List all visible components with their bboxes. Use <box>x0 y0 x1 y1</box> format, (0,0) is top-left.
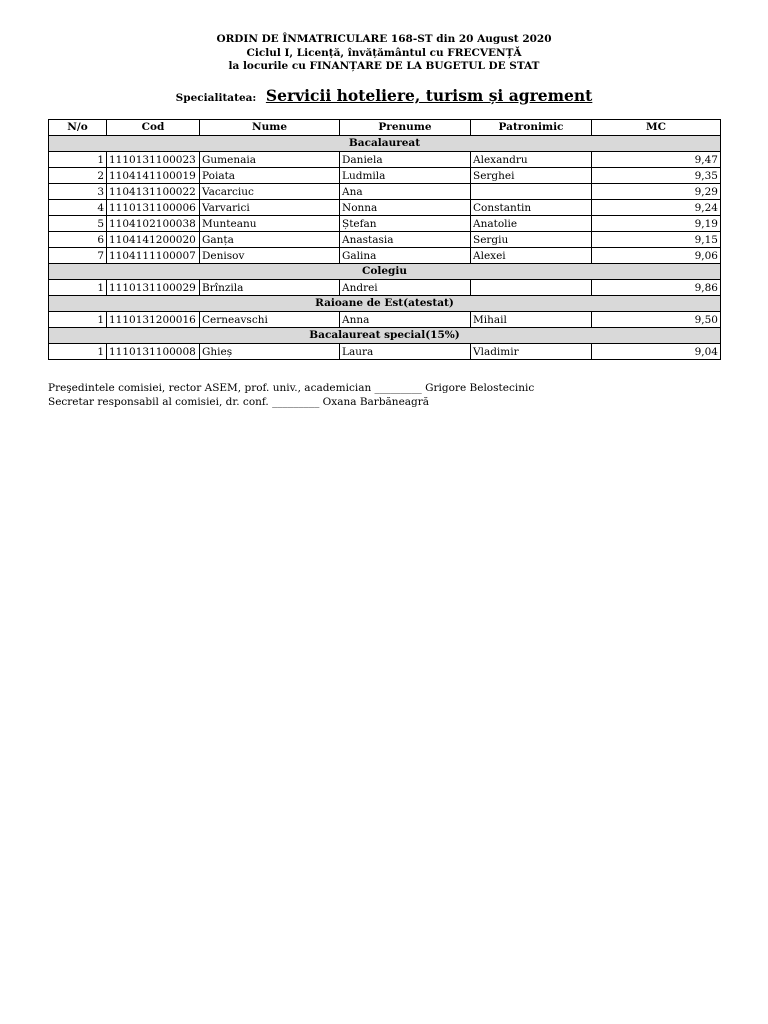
cell-no: 1 <box>49 280 107 296</box>
cell-prenume: Anastasia <box>340 232 471 248</box>
cell-prenume: Nonna <box>340 200 471 216</box>
table-body <box>49 136 721 360</box>
cell-no: 4 <box>49 200 107 216</box>
cell-patronimic: Sergiu <box>471 232 592 248</box>
column-header-cod: Cod <box>107 120 200 136</box>
cell-no: 7 <box>49 248 107 264</box>
cell-no: 2 <box>49 168 107 184</box>
section-title: Bacalaureat <box>49 136 721 152</box>
column-header-patronimic: Patronimic <box>471 120 592 136</box>
cell-patronimic <box>471 184 592 200</box>
cell-mc: 9,50 <box>592 312 721 328</box>
cell-cod: 1110131100023 <box>107 152 200 168</box>
cell-mc: 9,47 <box>592 152 721 168</box>
section-row <box>49 264 721 280</box>
cell-patronimic: Anatolie <box>471 216 592 232</box>
cell-prenume: Ana <box>340 184 471 200</box>
cell-mc: 9,06 <box>592 248 721 264</box>
cell-prenume: Ștefan <box>340 216 471 232</box>
cell-cod: 1104131100022 <box>107 184 200 200</box>
section-row <box>49 296 721 312</box>
document-header <box>0 33 768 74</box>
column-header-mc: MC <box>592 120 721 136</box>
cell-cod: 1110131200016 <box>107 312 200 328</box>
signatures-block <box>48 381 534 409</box>
specialty-line <box>0 86 768 105</box>
cell-cod: 1104111100007 <box>107 248 200 264</box>
cell-patronimic: Serghei <box>471 168 592 184</box>
table-header-row <box>49 120 721 136</box>
cycle-line: Ciclul I, Licență, învățământul cu FRECVENȚĂ <box>246 46 522 59</box>
section-row <box>49 136 721 152</box>
cell-nume: Varvarici <box>200 200 340 216</box>
cell-patronimic: Alexandru <box>471 152 592 168</box>
table-row <box>49 280 721 296</box>
cell-mc: 9,29 <box>592 184 721 200</box>
cell-patronimic <box>471 280 592 296</box>
table-row <box>49 152 721 168</box>
column-header-no: N/o <box>49 120 107 136</box>
cell-cod: 1104141200020 <box>107 232 200 248</box>
cell-nume: Denisov <box>200 248 340 264</box>
funding-line: la locurile cu FINANȚARE DE LA BUGETUL DE STAT <box>228 60 540 72</box>
table-row <box>49 168 721 184</box>
table-row <box>49 232 721 248</box>
cell-prenume: Laura <box>340 344 471 360</box>
cell-no: 5 <box>49 216 107 232</box>
cell-mc: 9,24 <box>592 200 721 216</box>
cell-nume: Munteanu <box>200 216 340 232</box>
president-signature-line: Preşedintele comisiei, rector ASEM, prof. univ., academician _________ Grigore Belostecinic <box>48 382 535 394</box>
cell-no: 1 <box>49 312 107 328</box>
cell-prenume: Anna <box>340 312 471 328</box>
section-title: Colegiu <box>49 264 721 280</box>
section-row <box>49 328 721 344</box>
cell-cod: 1104141100019 <box>107 168 200 184</box>
table-row <box>49 184 721 200</box>
table-row <box>49 216 721 232</box>
table-row <box>49 344 721 360</box>
cell-prenume: Andrei <box>340 280 471 296</box>
cell-prenume: Galina <box>340 248 471 264</box>
specialty-value: Servicii hoteliere, turism și agrement <box>265 86 593 105</box>
column-header-nume: Nume <box>200 120 340 136</box>
cell-cod: 1110131100006 <box>107 200 200 216</box>
cell-nume: Cerneavschi <box>200 312 340 328</box>
cell-mc: 9,35 <box>592 168 721 184</box>
cell-mc: 9,19 <box>592 216 721 232</box>
order-title: ORDIN DE ÎNMATRICULARE 168-ST din 20 August 2020 <box>216 33 552 45</box>
table-row <box>49 312 721 328</box>
cell-nume: Brînzila <box>200 280 340 296</box>
cell-nume: Vacarciuc <box>200 184 340 200</box>
cell-prenume: Ludmila <box>340 168 471 184</box>
cell-nume: Ganța <box>200 232 340 248</box>
cell-mc: 9,15 <box>592 232 721 248</box>
cell-patronimic: Vladimir <box>471 344 592 360</box>
table-row <box>49 200 721 216</box>
cell-patronimic: Alexei <box>471 248 592 264</box>
cell-cod: 1104102100038 <box>107 216 200 232</box>
cell-patronimic: Constantin <box>471 200 592 216</box>
section-title: Bacalaureat special(15%) <box>49 328 721 344</box>
cell-nume: Gumenaia <box>200 152 340 168</box>
cell-cod: 1110131100029 <box>107 280 200 296</box>
cell-no: 1 <box>49 152 107 168</box>
cell-nume: Poiata <box>200 168 340 184</box>
cell-prenume: Daniela <box>340 152 471 168</box>
cell-mc: 9,04 <box>592 344 721 360</box>
cell-no: 3 <box>49 184 107 200</box>
section-title: Raioane de Est(atestat) <box>49 296 721 312</box>
table-row <box>49 248 721 264</box>
column-header-prenume: Prenume <box>340 120 471 136</box>
cell-mc: 9,86 <box>592 280 721 296</box>
cell-nume: Ghieș <box>200 344 340 360</box>
secretary-signature-line: Secretar responsabil al comisiei, dr. conf. _________ Oxana Barbăneagră <box>48 396 430 408</box>
cell-no: 1 <box>49 344 107 360</box>
enrollment-table <box>48 119 721 360</box>
cell-cod: 1110131100008 <box>107 344 200 360</box>
cell-no: 6 <box>49 232 107 248</box>
specialty-label: Specialitatea: <box>175 92 257 104</box>
cell-patronimic: Mihail <box>471 312 592 328</box>
